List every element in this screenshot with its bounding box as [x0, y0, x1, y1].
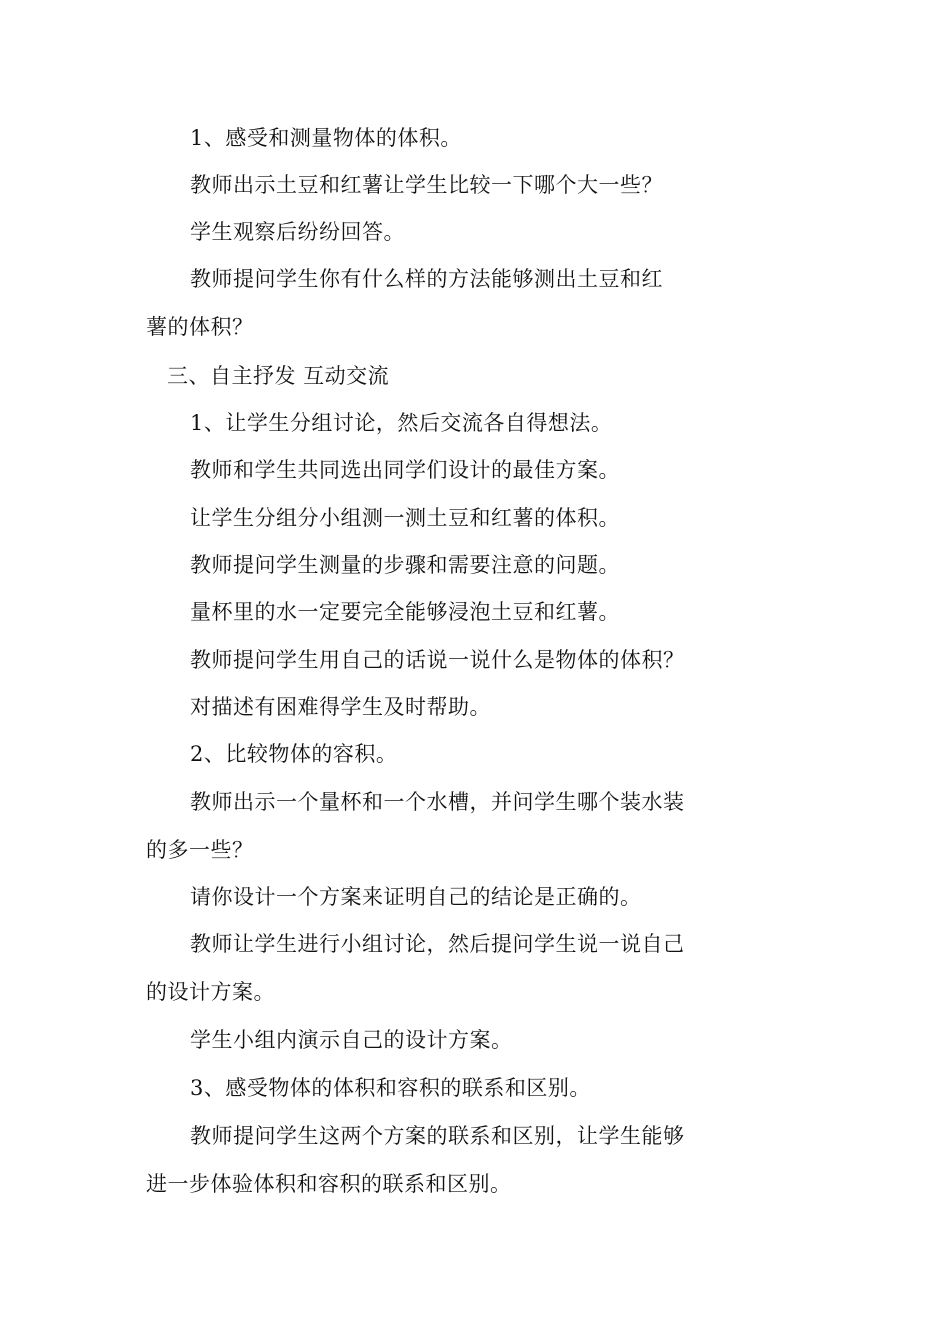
paragraph-line: 量杯里的水一定要完全能够浸泡土豆和红薯。 [190, 600, 620, 624]
paragraph-line: 让学生分组分小组测一测土豆和红薯的体积。 [190, 506, 620, 530]
paragraph-line: 的多一些？ [146, 838, 254, 862]
paragraph-line: 2、比较物体的容积。 [190, 742, 398, 766]
paragraph-line: 进一步体验体积和容积的联系和区别。 [146, 1172, 512, 1196]
paragraph-line: 1、让学生分组讨论，然后交流各自得想法。 [190, 411, 613, 435]
paragraph-line: 学生小组内演示自己的设计方案。 [190, 1028, 513, 1052]
paragraph-line: 1、感受和测量物体的体积。 [190, 126, 462, 150]
paragraph-line: 学生观察后纷纷回答。 [190, 220, 405, 244]
paragraph-line: 薯的体积？ [146, 315, 254, 339]
paragraph-line: 教师提问学生测量的步骤和需要注意的问题。 [190, 553, 620, 577]
paragraph-line: 的设计方案。 [146, 980, 275, 1004]
paragraph-line: 教师出示土豆和红薯让学生比较一下哪个大一些？ [190, 173, 663, 197]
paragraph-line: 教师让学生进行小组讨论，然后提问学生说一说自己 [190, 932, 685, 956]
paragraph-line: 请你设计一个方案来证明自己的结论是正确的。 [190, 885, 642, 909]
paragraph-line: 教师提问学生这两个方案的联系和区别，让学生能够 [190, 1124, 685, 1148]
paragraph-line: 教师和学生共同选出同学们设计的最佳方案。 [190, 458, 620, 482]
paragraph-line: 对描述有困难得学生及时帮助。 [190, 695, 491, 719]
paragraph-line: 教师出示一个量杯和一个水槽，并问学生哪个装水装 [190, 790, 685, 814]
section-heading: 三、自主抒发 互动交流 [167, 364, 390, 388]
paragraph-line: 3、感受物体的体积和容积的联系和区别。 [190, 1076, 591, 1100]
paragraph-line: 教师提问学生你有什么样的方法能够测出土豆和红 [190, 267, 663, 291]
paragraph-line: 教师提问学生用自己的话说一说什么是物体的体积？ [190, 648, 685, 672]
